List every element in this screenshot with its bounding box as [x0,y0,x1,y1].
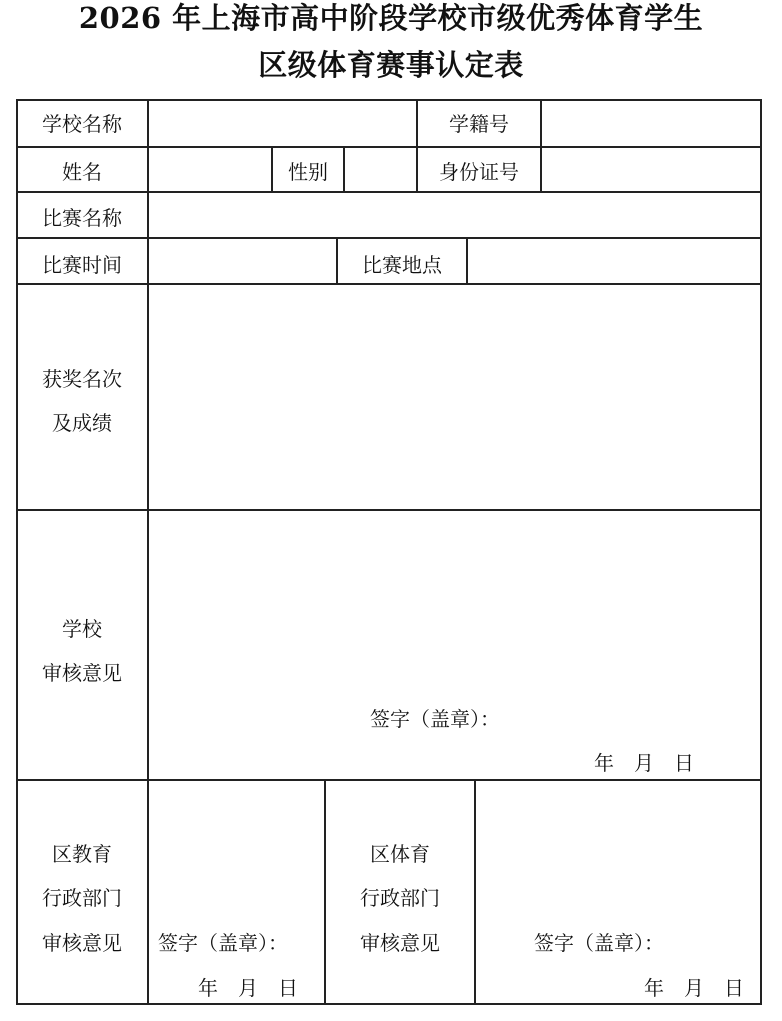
competition-place-field[interactable] [468,239,760,283]
edu-review-label-line1: 区教育 [52,842,112,866]
competition-place-label: 比赛地点 [362,253,442,277]
sport-signature-label: 签字（盖章）： [534,931,664,955]
table-border-bottom [16,1003,762,1005]
sport-review-label-line3: 审核意见 [360,931,440,955]
competition-time-field[interactable] [149,239,336,283]
sport-review-field[interactable] [476,781,760,1003]
school-review-field[interactable] [149,511,760,779]
form-title-line1: 2026 年上海市高中阶段学校市级优秀体育学生 [78,1,704,35]
competition-name-label: 比赛名称 [42,206,122,230]
edu-signature-label: 签字（盖章）： [158,931,288,955]
gender-label: 性别 [288,160,328,184]
id-number-label: 身份证号 [439,160,519,184]
form-title-line2: 区级体育赛事认定表 [258,48,524,82]
competition-time-label: 比赛时间 [42,253,122,277]
school-name-label: 学校名称 [42,112,122,136]
school-signature-label: 签字（盖章）： [370,707,500,731]
table-border-right [760,99,762,1004]
edu-date-label: 年 月 日 [198,976,298,1000]
name-label: 姓名 [62,160,102,184]
edu-review-label-line3: 审核意见 [42,931,122,955]
award-label-line1: 获奖名次 [42,367,122,391]
school-name-field[interactable] [149,101,416,146]
sport-review-label-line2: 行政部门 [360,886,440,910]
school-review-label-line1: 学校 [62,617,102,641]
sport-review-label-line1: 区体育 [370,842,430,866]
gender-field[interactable] [345,148,416,191]
edu-review-field[interactable] [149,781,324,1003]
sport-date-label: 年 月 日 [644,976,744,1000]
competition-name-field[interactable] [149,193,760,237]
school-date-label: 年 月 日 [594,751,694,775]
table-border-left [16,99,18,1004]
award-field[interactable] [149,285,760,509]
student-id-label: 学籍号 [449,112,509,136]
school-review-label-line2: 审核意见 [42,661,122,685]
edu-review-label-line2: 行政部门 [42,886,122,910]
student-id-field[interactable] [542,101,760,146]
id-number-field[interactable] [542,148,760,191]
name-field[interactable] [149,148,271,191]
award-label-line2: 及成绩 [52,411,112,435]
